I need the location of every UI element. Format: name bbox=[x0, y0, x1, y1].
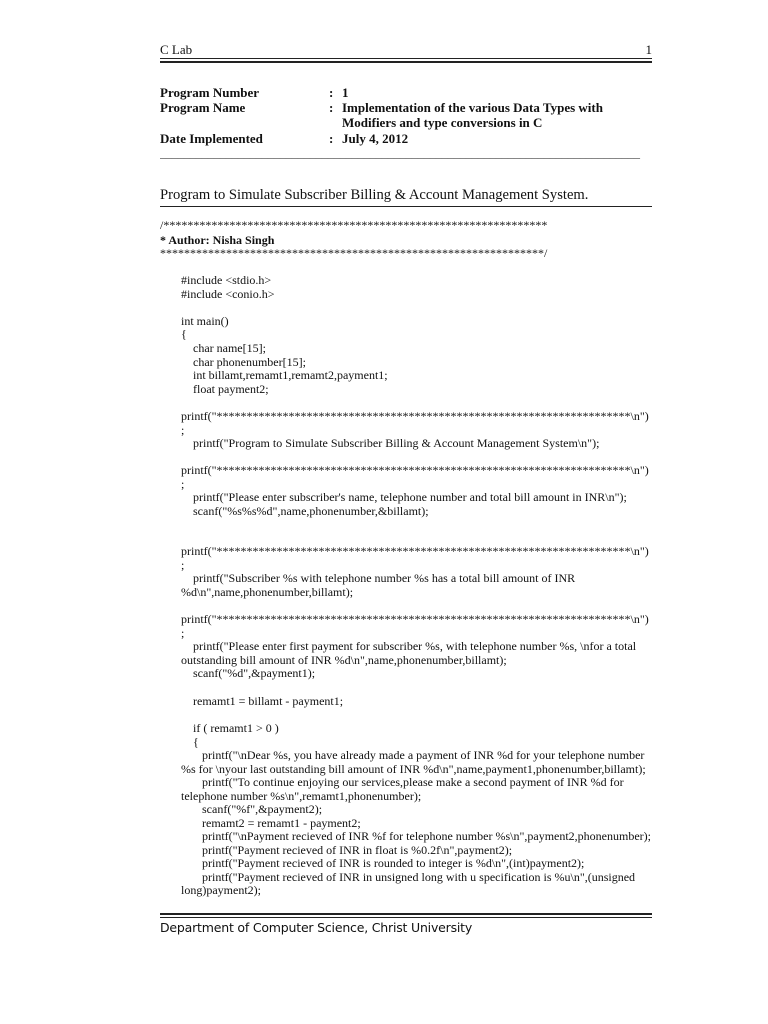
code-line: char name[15]; bbox=[193, 341, 266, 355]
code-line: printf("Payment recieved of INR is rounded to integer is %d\n",(int)payment2); bbox=[202, 856, 585, 870]
code-line: ; bbox=[181, 423, 185, 437]
code-line: int main() bbox=[181, 314, 229, 328]
footer-rule-thick bbox=[160, 913, 652, 915]
code-line: %d\n",name,phonenumber,billamt); bbox=[181, 585, 354, 599]
date-implemented-label: Date Implemented bbox=[160, 131, 263, 146]
comment-top: /**************************************************************** bbox=[160, 219, 548, 232]
code-line: printf("To continue enjoying our services,please make a second payment of INR %d for bbox=[202, 775, 624, 789]
program-name-value-line2: Modifiers and type conversions in C bbox=[342, 115, 543, 130]
page-number: 1 bbox=[645, 42, 652, 57]
code-line: printf("\nPayment recieved of INR %f for telephone number %s\n",payment2,phonenumber); bbox=[202, 829, 651, 843]
code-line: printf("Please enter first payment for subscriber %s, with telephone number %s, \nfor a total bbox=[193, 639, 637, 653]
header-rule-thin bbox=[160, 58, 652, 59]
code-line: printf("*********************************************************************\n") bbox=[181, 544, 649, 558]
author-line: * Author: Nisha Singh bbox=[160, 233, 275, 247]
separator-line: ________________________________________________________________________________ bbox=[160, 146, 640, 160]
title-rule bbox=[160, 206, 652, 207]
program-number-value: 1 bbox=[342, 85, 349, 100]
code-line: remamt2 = remamt1 - payment2; bbox=[202, 816, 361, 830]
code-line: ; bbox=[181, 626, 185, 640]
footer-department: Department of Computer Science, Christ University bbox=[160, 920, 473, 935]
code-line: int billamt,remamt1,remamt2,payment1; bbox=[193, 368, 388, 382]
code-line: ; bbox=[181, 558, 185, 572]
code-line: telephone number %s\n",remamt1,phonenumber); bbox=[181, 789, 422, 803]
running-header-title: C Lab bbox=[160, 42, 193, 57]
code-line: scanf("%s%s%d",name,phonenumber,&billamt); bbox=[193, 504, 429, 518]
code-line: #include <stdio.h> bbox=[181, 273, 272, 287]
colon: : bbox=[329, 85, 334, 100]
colon: : bbox=[329, 131, 334, 146]
code-line: %s for \nyour last outstanding bill amount of INR %d\n",name,payment1,phonenumber,billamt); bbox=[181, 762, 646, 776]
code-line: char phonenumber[15]; bbox=[193, 355, 306, 369]
code-line: printf("Program to Simulate Subscriber Billing & Account Management System\n"); bbox=[193, 436, 600, 450]
program-name-value-line1: Implementation of the various Data Types with bbox=[342, 100, 603, 115]
code-line: printf("Payment recieved of INR in unsigned long with u specification is %u\n",(unsigned bbox=[202, 870, 636, 884]
code-line: float payment2; bbox=[193, 382, 269, 396]
footer-rule-thin bbox=[160, 917, 652, 918]
code-line: { bbox=[181, 327, 187, 341]
program-number-label: Program Number bbox=[160, 85, 260, 100]
code-line: printf("*********************************************************************\n") bbox=[181, 612, 649, 626]
code-line: ; bbox=[181, 477, 185, 491]
code-line: #include <conio.h> bbox=[181, 287, 275, 301]
code-line: { bbox=[193, 735, 199, 749]
program-name-label: Program Name bbox=[160, 100, 246, 115]
code-line: printf("*********************************************************************\n") bbox=[181, 463, 649, 477]
header-rule-thick bbox=[160, 61, 652, 63]
code-line: printf("\nDear %s, you have already made a payment of INR %d for your telephone number bbox=[202, 748, 645, 762]
code-line: outstanding bill amount of INR %d\n",name,phonenumber,billamt); bbox=[181, 653, 507, 667]
code-line: if ( remamt1 > 0 ) bbox=[193, 721, 279, 735]
code-line: printf("Subscriber %s with telephone number %s has a total bill amount of INR bbox=[193, 571, 576, 585]
comment-bottom: ****************************************************************/ bbox=[160, 247, 548, 260]
program-title: Program to Simulate Subscriber Billing & Account Management System. bbox=[160, 187, 589, 203]
code-line: scanf("%d",&payment1); bbox=[193, 666, 316, 680]
colon: : bbox=[329, 100, 334, 115]
code-line: printf("*********************************************************************\n") bbox=[181, 409, 649, 423]
date-implemented-value: July 4, 2012 bbox=[342, 131, 409, 146]
code-line: scanf("%f",&payment2); bbox=[202, 802, 323, 816]
code-line: long)payment2); bbox=[181, 883, 261, 897]
code-line: remamt1 = billamt - payment1; bbox=[193, 694, 344, 708]
code-line: printf("Please enter subscriber's name, telephone number and total bill amount in INR\n"); bbox=[193, 490, 627, 504]
code-line: printf("Payment recieved of INR in float is %0.2f\n",payment2); bbox=[202, 843, 513, 857]
